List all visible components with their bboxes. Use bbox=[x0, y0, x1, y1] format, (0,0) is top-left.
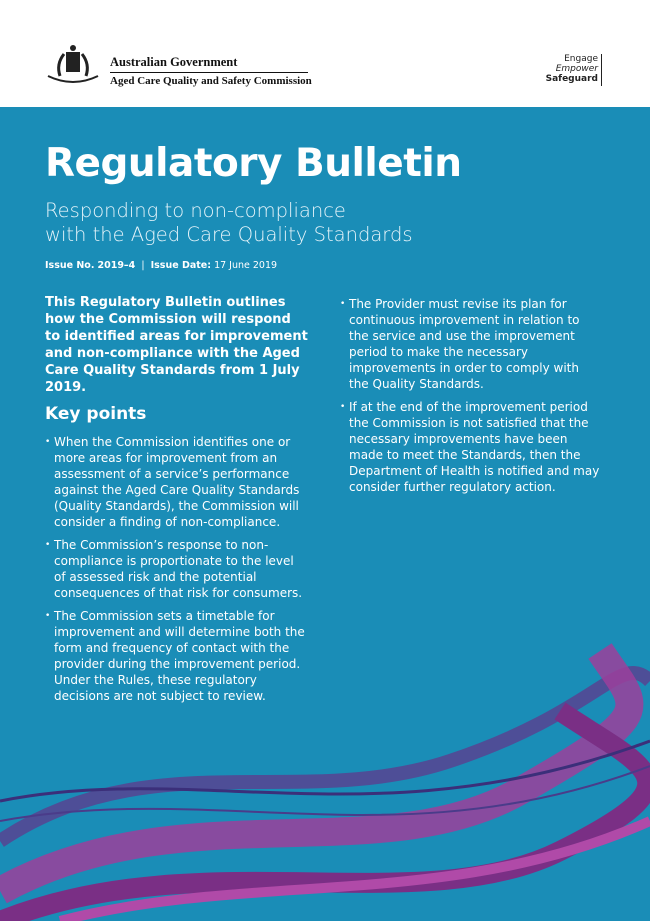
government-name: Australian Government bbox=[110, 55, 238, 69]
list-item: • When the Commission identifies one or more areas for improvement from an assessment of a service’s performance against the Aged Care Quality Standards (Quality Standards), the Commission will consider a finding of non-compliance. bbox=[45, 434, 305, 530]
issue-date-label: Issue Date: bbox=[150, 260, 212, 271]
cover-body bbox=[0, 107, 650, 921]
tagline-empower: Empower bbox=[555, 64, 598, 74]
tagline-safeguard: Safeguard bbox=[545, 74, 598, 84]
header bbox=[0, 0, 650, 107]
issue-info bbox=[45, 260, 277, 271]
tagline-engage: Engage bbox=[564, 54, 598, 64]
subtitle-line: Responding to non-compliance bbox=[45, 199, 346, 222]
left-points bbox=[45, 434, 305, 711]
right-points bbox=[340, 296, 602, 502]
issue-date: 17 June 2019 bbox=[214, 260, 278, 271]
issue-no-label: Issue No. bbox=[45, 260, 95, 271]
divider bbox=[110, 72, 308, 73]
list-item: • The Provider must revise its plan for continuous improvement in relation to the service and use the improvement period to make the necessary improvements in order to comply with the Quality Standards. bbox=[340, 296, 602, 392]
coat-of-arms-icon bbox=[46, 44, 100, 88]
commission-name: Aged Care Quality and Safety Commission bbox=[110, 75, 312, 87]
list-item: • The Commission’s response to non-compliance is proportionate to the level of assessed risk and the potential consequences of that risk for consumers. bbox=[45, 537, 305, 601]
issue-no: 2019–4 bbox=[97, 260, 136, 271]
tagline bbox=[546, 54, 602, 86]
list-item: • If at the end of the improvement period the Commission is not satisfied that the necessary improvements have been made to meet the Standards, then the Department of Health is notified and may consider further regulatory action. bbox=[340, 399, 602, 495]
subtitle bbox=[45, 199, 412, 247]
separator: | bbox=[141, 260, 145, 271]
subtitle-line: with the Aged Care Quality Standards bbox=[45, 223, 413, 246]
page-title: Regulatory Bulletin bbox=[45, 141, 462, 186]
key-points-heading: Key points bbox=[45, 404, 147, 424]
list-item: • The Commission sets a timetable for improvement and will determine both the form and frequency of contact with the provider during the improvement period. Under the Rules, these regulatory decisions are not subject to review. bbox=[45, 608, 305, 704]
lead-paragraph: This Regulatory Bulletin outlines how the Commission will respond to identified areas for improvement and non-compliance with the Aged Care Quality Standards from 1 July 2019. bbox=[45, 295, 308, 395]
